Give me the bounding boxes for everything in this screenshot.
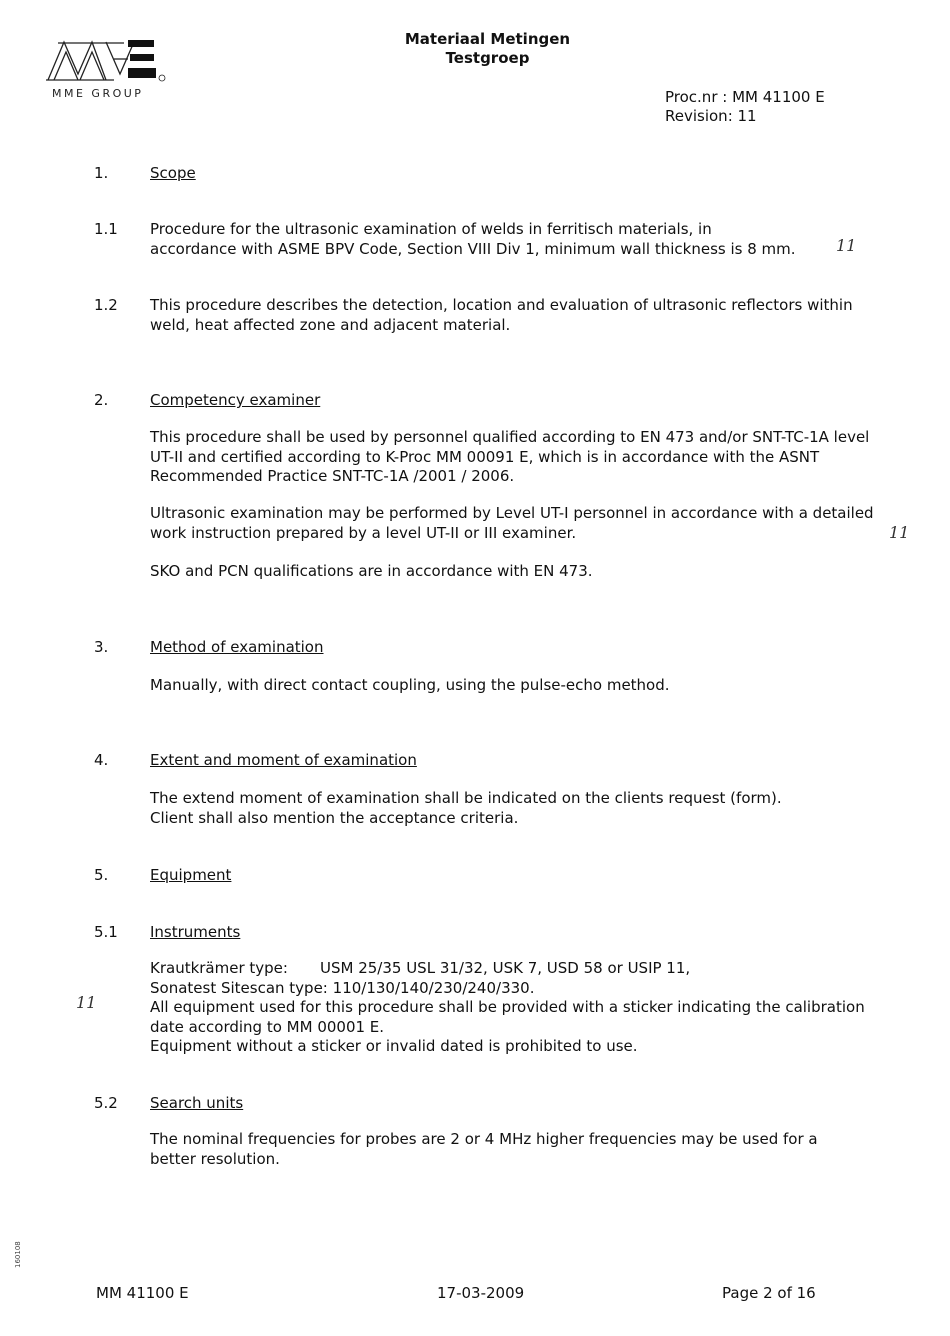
sonatest-value: 110/130/140/230/240/330.	[332, 978, 535, 997]
section-4-title: Extent and moment of examination	[150, 751, 417, 769]
header-title-line1: Materiaal Metingen	[404, 30, 571, 48]
section-1-2-number: 1.2	[94, 296, 118, 314]
procedure-info	[665, 88, 825, 126]
krautkramer-value: USM 25/35 USL 31/32, USK 7, USD 58 or USIP 11,	[320, 959, 691, 977]
section-4-line-1: The extend moment of examination shall be indicated on the clients request (form).	[150, 789, 782, 807]
section-5-1-paragraph-2: Equipment without a sticker or invalid dated is prohibited to use.	[150, 1037, 638, 1055]
section-2-paragraph-2: Ultrasonic examination may be performed by Level UT-I personnel in accordance with a detailed work instruction prepared by a level UT-II or III examiner.	[150, 504, 874, 542]
section-3-number: 3.	[94, 638, 109, 656]
section-5-1-text	[150, 959, 885, 1057]
section-1-1-number: 1.1	[94, 220, 118, 238]
section-2-paragraph-3: SKO and PCN qualifications are in accordance with EN 473.	[150, 562, 593, 580]
section-5-title: Equipment	[150, 866, 232, 884]
proc-number: Proc.nr : MM 41100 E	[665, 88, 825, 106]
margin-mark-2: 11	[889, 523, 910, 542]
margin-mark-3: 11	[76, 993, 97, 1012]
margin-mark-1: 11	[836, 236, 857, 255]
section-4-text	[150, 789, 885, 828]
section-5-2-number: 5.2	[94, 1094, 118, 1112]
section-3-title: Method of examination	[150, 638, 324, 656]
section-2-paragraph-1: This procedure shall be used by personnel qualified according to EN 473 and/or SNT-TC-1A level UT-II and certified according to K-Proc MM 00091 E, which is in accordance with the ASNT Recommended Practice SNT-TC-1A /2001 / 2006.	[150, 428, 870, 485]
section-5-1-title: Instruments	[150, 923, 241, 941]
header-title-line2: Testgroep	[445, 49, 530, 67]
krautkramer-label: Krautkrämer type:	[150, 959, 288, 977]
sonatest-row	[150, 979, 885, 999]
side-code: 160108	[14, 1241, 22, 1268]
footer-page-number: Page 2 of 16	[722, 1284, 816, 1302]
footer-date: 17-03-2009	[437, 1284, 525, 1302]
section-5-1-number: 5.1	[94, 923, 118, 941]
header-title	[360, 30, 615, 68]
section-5-number: 5.	[94, 866, 109, 884]
revision: Revision: 11	[665, 107, 757, 125]
section-1-number: 1.	[94, 164, 109, 182]
section-2-number: 2.	[94, 391, 109, 409]
section-1-1-text: Procedure for the ultrasonic examination of welds in ferritisch materials, in accordance with ASME BPV Code, Section VIII Div 1, minimum wall thickness is 8 mm.	[150, 220, 796, 258]
section-1-2-text: This procedure describes the detection, location and evaluation of ultrasonic reflectors within weld, heat affected zone and adjacent material.	[150, 296, 853, 334]
sonatest-label: Sonatest Sitescan type:	[150, 978, 328, 997]
footer-doc-number: MM 41100 E	[96, 1284, 189, 1302]
section-5-2-title: Search units	[150, 1094, 244, 1112]
section-1-title: Scope	[150, 164, 196, 182]
krautkramer-row	[150, 959, 885, 979]
section-4-line-2: Client shall also mention the acceptance criteria.	[150, 808, 519, 827]
company-logo	[44, 34, 174, 102]
section-3-text: Manually, with direct contact coupling, using the pulse-echo method.	[150, 676, 670, 694]
section-5-2-text: The nominal frequencies for probes are 2 or 4 MHz higher frequencies may be used for a better resolution.	[150, 1130, 818, 1168]
logo-text: MME GROUP	[52, 87, 144, 100]
mme-logo-icon	[44, 34, 174, 89]
section-5-1-paragraph-1: All equipment used for this procedure shall be provided with a sticker indicating the calibration date according to MM 00001 E.	[150, 998, 865, 1036]
section-4-number: 4.	[94, 751, 109, 769]
section-2-title: Competency examiner	[150, 391, 321, 409]
